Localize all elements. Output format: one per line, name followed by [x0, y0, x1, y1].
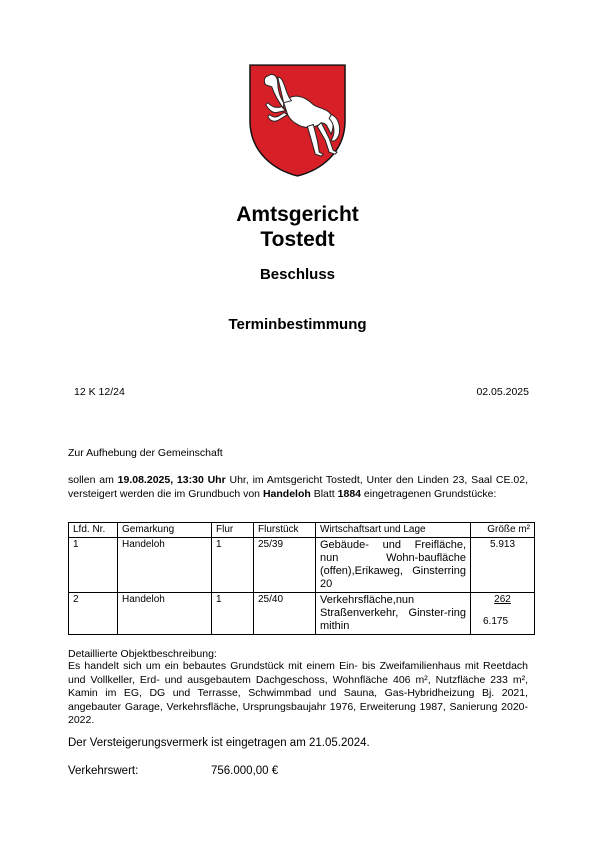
- row-flurstueck: 25/40: [254, 593, 316, 635]
- column-header: Flur: [212, 523, 254, 538]
- row-size: [471, 593, 535, 635]
- column-header: Größe m²: [471, 523, 535, 538]
- lower-saxony-horse-crest-icon: [248, 63, 347, 178]
- auction-text-3: Blatt: [310, 487, 338, 500]
- plots-table: [68, 522, 535, 635]
- case-number: 12 K 12/24: [74, 386, 125, 398]
- market-value-label: Verkehrswert:: [68, 765, 139, 777]
- row-size-value: 5.913: [489, 539, 516, 550]
- row-number: 1: [69, 538, 118, 593]
- column-header: Flurstück: [254, 523, 316, 538]
- row-flur: 1: [212, 538, 254, 593]
- court-name-line-1: Amtsgericht: [236, 203, 359, 226]
- auction-date-time: 19.08.2025, 13:30 Uhr: [117, 474, 226, 486]
- row-number: 2: [69, 593, 118, 635]
- row-gemarkung: Handeloh: [118, 538, 212, 593]
- description-text: Es handelt sich um ein bebautes Grundstück mit einem Ein- bis Zweifamilienhaus mit Reetdach und Vollkeller, Erd- und ausgebautem Dachgeschoss, Wohnfläche 406 m², Nutzfläche 233 m², Kamin im EG, DG und Terrasse, Schwimmbad und Sauna, Gas-Hybridheizung Bj. 2021, angebauter Garage, Verkehrsfläche, Ursprungsbaujahr 1976, Erweiterung 1987, Sanierung 2020-2022.: [68, 660, 528, 726]
- auction-text-2: Uhr, im Amtsgericht Tostedt, Unter den Linden 23, Saal CE.02, versteigert werden die im Grundbuch von: [68, 474, 528, 500]
- total-size-value: 6.175: [483, 616, 509, 627]
- row-size-value: 262: [494, 594, 511, 605]
- column-header: Lfd. Nr.: [69, 523, 118, 538]
- table-row: [69, 593, 535, 635]
- land-register-sheet: 1884: [337, 487, 361, 500]
- registration-note: Der Versteigerungsvermerk ist eingetragen am 21.05.2024.: [68, 737, 370, 749]
- auction-paragraph: [68, 474, 528, 501]
- row-usage: Verkehrsfläche,nun Straßenverkehr, Ginster-ring mithin: [316, 593, 471, 635]
- auction-text-1: sollen am: [68, 474, 118, 486]
- row-flurstueck: 25/39: [254, 538, 316, 593]
- column-header: Wirtschaftsart und Lage: [316, 523, 471, 538]
- document-subject: Terminbestimmung: [228, 316, 367, 333]
- row-usage: Gebäude- und Freifläche, nun Wohn-baufläche (offen),Erikaweg, Ginsterring 20: [316, 538, 471, 593]
- land-register-name: Handeloh: [262, 487, 311, 500]
- document-type: Beschluss: [259, 266, 336, 283]
- document-date: 02.05.2025: [476, 386, 529, 398]
- row-flur: 1: [212, 593, 254, 635]
- auction-text-4: eingetragenen Grundstücke:: [361, 487, 497, 500]
- table-row: [69, 538, 535, 593]
- court-name-line-2: Tostedt: [260, 228, 335, 251]
- row-size: [471, 538, 535, 593]
- description-heading: Detaillierte Objektbeschreibung:: [68, 648, 217, 660]
- table-header-row: [69, 523, 535, 538]
- column-header: Gemarkung: [118, 523, 212, 538]
- market-value: 756.000,00 €: [211, 765, 279, 777]
- intro-text: Zur Aufhebung der Gemeinschaft: [68, 447, 223, 459]
- row-gemarkung: Handeloh: [118, 593, 212, 635]
